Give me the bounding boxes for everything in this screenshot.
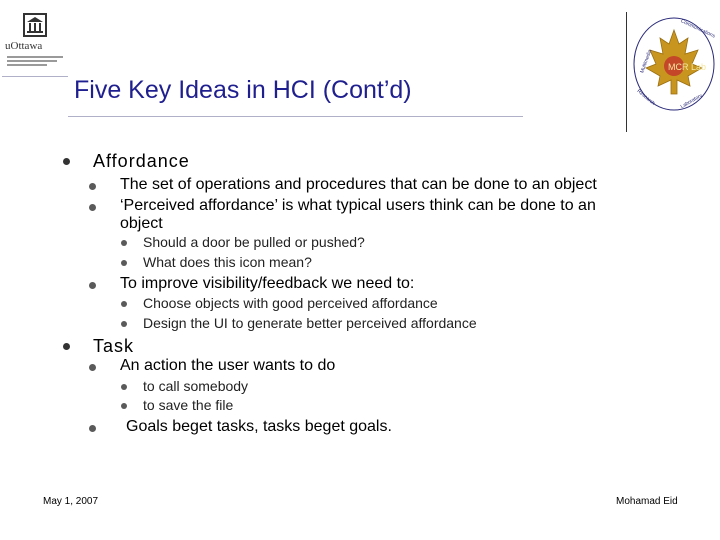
sub-bullet-perceived-affordance-line1: ‘Perceived affordance’ is what typical users think can be done to an: [120, 197, 596, 214]
sub-bullet-operations: The set of operations and procedures that can be done to an object: [120, 176, 597, 193]
bullet-task: Task: [93, 336, 135, 356]
sub-sub-bullet-icon: What does this icon mean?: [143, 254, 312, 270]
building-icon: [21, 12, 49, 38]
footer-author: Mohamad Eid: [616, 496, 678, 507]
bullet-dot: [89, 364, 96, 371]
university-name: uOttawa: [5, 40, 43, 52]
bullet-dot: [89, 183, 96, 190]
sub-sub-bullet-call: to call somebody: [143, 378, 249, 394]
sub-sub-bullet-door: Should a door be pulled or pushed?: [143, 234, 365, 250]
bullet-affordance: Affordance: [93, 151, 190, 171]
svg-text:Laboratory: Laboratory: [679, 92, 704, 110]
sub-bullet-goals: Goals beget tasks, tasks beget goals.: [126, 418, 392, 435]
bullet-dot: [89, 282, 96, 289]
svg-text:Communications: Communications: [679, 18, 716, 40]
bullet-dot: [121, 321, 127, 327]
sub-sub-bullet-save: to save the file: [143, 397, 234, 413]
sub-bullet-action: An action the user wants to do: [120, 357, 336, 374]
bullet-dot: [63, 343, 70, 350]
bullet-dot: [121, 301, 127, 307]
bullet-dot: [121, 260, 127, 266]
sub-bullet-visibility: To improve visibility/feedback we need to:: [120, 275, 415, 292]
vertical-divider: [626, 12, 627, 132]
slide-title: Five Key Ideas in HCI (Cont’d): [74, 76, 412, 104]
university-subtitle-lines: [7, 56, 67, 66]
sub-sub-bullet-design-ui: Design the UI to generate better perceived affordance: [143, 315, 477, 331]
bullet-dot: [121, 384, 127, 390]
bullet-dot: [63, 158, 70, 165]
lab-logo: [630, 14, 718, 114]
sub-sub-bullet-choose-objects: Choose objects with good perceived affordance: [143, 295, 438, 311]
footer-date: May 1, 2007: [43, 496, 99, 507]
lab-abbrev-text: MCR Lab: [668, 62, 707, 72]
bullet-dot: [121, 240, 127, 246]
bullet-dot: [89, 204, 96, 211]
bullet-dot: [89, 425, 96, 432]
sub-bullet-perceived-affordance-line2: object: [120, 215, 163, 232]
svg-text:Research: Research: [635, 88, 656, 107]
title-rule-left: [2, 76, 68, 77]
university-logo: [5, 10, 63, 68]
bullet-dot: [121, 403, 127, 409]
svg-text:Multimedia: Multimedia: [639, 49, 654, 74]
title-underline: [68, 116, 523, 117]
